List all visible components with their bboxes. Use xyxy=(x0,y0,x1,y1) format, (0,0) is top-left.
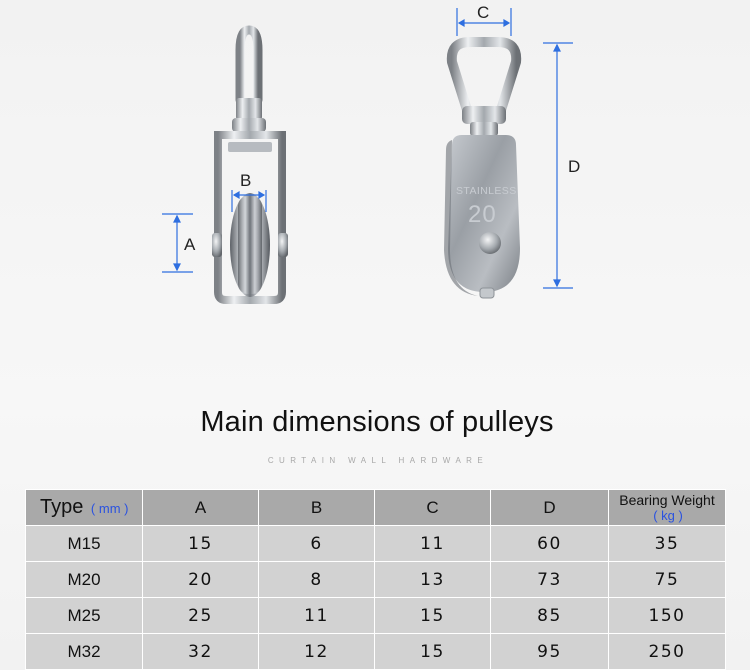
plate-stamp-number: 20 xyxy=(468,201,497,228)
cell-d: 73 xyxy=(491,562,609,598)
dimensions-table xyxy=(25,489,726,670)
cell-weight: 250 xyxy=(609,634,726,670)
cell-b: 6 xyxy=(259,526,375,562)
cell-c: 13 xyxy=(375,562,491,598)
cell-weight: 150 xyxy=(609,598,726,634)
table-row xyxy=(26,526,726,562)
table-header-row xyxy=(26,490,726,526)
table-row xyxy=(26,562,726,598)
cell-weight: 35 xyxy=(609,526,726,562)
dimension-d-label: D xyxy=(568,157,581,176)
header-b: B xyxy=(259,490,375,526)
cell-a: 15 xyxy=(143,526,259,562)
header-bearing-label: Bearing Weight xyxy=(619,491,715,508)
cell-weight: 75 xyxy=(609,562,726,598)
cell-c: 15 xyxy=(375,634,491,670)
pulley-side-view xyxy=(212,30,288,300)
header-bearing-unit: ( kg ) xyxy=(653,507,683,523)
cell-d: 85 xyxy=(491,598,609,634)
section-title: Main dimensions of pulleys xyxy=(200,406,554,438)
cell-type: M20 xyxy=(26,562,143,598)
dimension-b-label: B xyxy=(240,171,252,190)
cell-a: 25 xyxy=(143,598,259,634)
header-type-unit: ( mm ) xyxy=(90,501,129,516)
header-bearing-weight xyxy=(609,490,726,526)
header-type xyxy=(26,490,143,526)
cell-d: 60 xyxy=(491,526,609,562)
cell-type: M32 xyxy=(26,634,143,670)
cell-type: M15 xyxy=(26,526,143,562)
cell-a: 32 xyxy=(143,634,259,670)
plate-stamp-text: STAINLESS xyxy=(456,185,517,197)
cell-b: 11 xyxy=(259,598,375,634)
header-type-label: Type xyxy=(40,496,84,518)
header-c: C xyxy=(375,490,491,526)
table-row xyxy=(26,598,726,634)
header-d: D xyxy=(491,490,609,526)
section-subtitle: CURTAIN WALL HARDWARE xyxy=(267,456,489,465)
cell-c: 15 xyxy=(375,598,491,634)
pulley-front-view xyxy=(444,42,520,298)
cell-a: 20 xyxy=(143,562,259,598)
cell-type: M25 xyxy=(26,598,143,634)
cell-c: 11 xyxy=(375,526,491,562)
header-a: A xyxy=(143,490,259,526)
dimension-a-label: A xyxy=(184,235,196,254)
cell-b: 12 xyxy=(259,634,375,670)
cell-b: 8 xyxy=(259,562,375,598)
dimension-c-label: C xyxy=(477,3,490,22)
cell-d: 95 xyxy=(491,634,609,670)
table-row xyxy=(26,634,726,670)
